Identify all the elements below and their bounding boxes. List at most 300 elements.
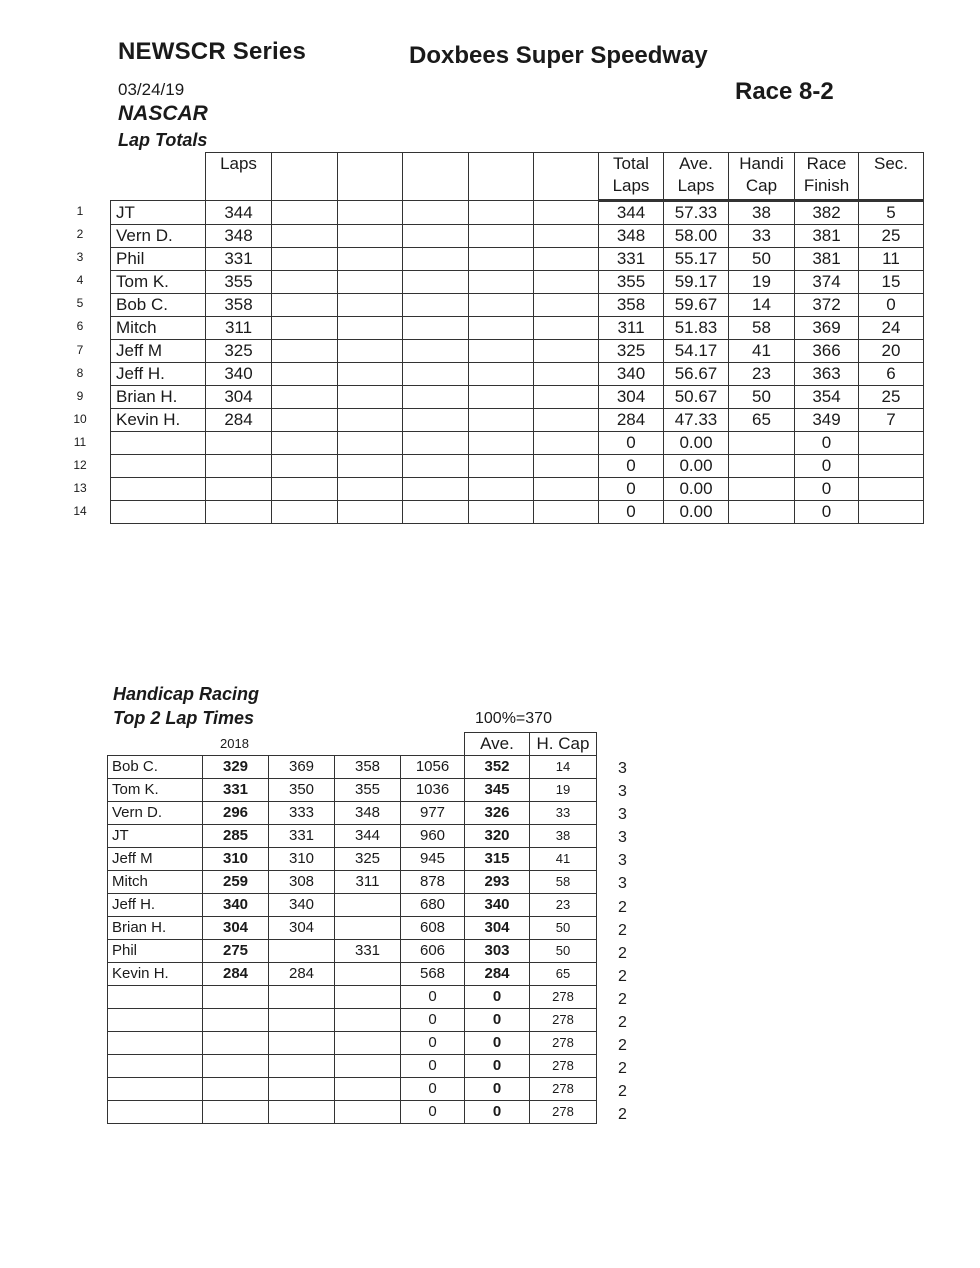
driver-name [108, 1078, 203, 1101]
empty-cell [403, 271, 469, 294]
laps-cell: 304 [206, 386, 272, 409]
empty-cell [272, 271, 338, 294]
driver-name: Tom K. [108, 779, 203, 802]
driver-name [111, 455, 206, 478]
ave-cell: 0 [465, 1055, 530, 1078]
table-row [111, 201, 924, 225]
empty-cell [403, 225, 469, 248]
race-finish-cell: 369 [795, 317, 859, 340]
driver-name: Bob C. [108, 756, 203, 779]
driver-name: Jeff H. [108, 894, 203, 917]
laps-cell: 358 [206, 294, 272, 317]
empty-cell [469, 201, 534, 225]
lap-time-2-cell [335, 986, 401, 1009]
ave-laps-cell: 47.33 [664, 409, 729, 432]
empty-cell [272, 501, 338, 524]
empty-cell [403, 317, 469, 340]
empty-cell [272, 478, 338, 501]
lap-time-2-cell: 325 [335, 848, 401, 871]
lap-time-2-cell [335, 1009, 401, 1032]
empty-cell [534, 409, 599, 432]
empty-cell [338, 317, 403, 340]
empty-cell [338, 294, 403, 317]
empty-cell [469, 501, 534, 524]
ave-cell: 0 [465, 1078, 530, 1101]
total-laps-cell: 340 [599, 363, 664, 386]
table-row [111, 271, 924, 294]
empty-cell [338, 478, 403, 501]
handicap-cell: 19 [729, 271, 795, 294]
laps-cell [206, 478, 272, 501]
lap-time-1-cell [269, 1101, 335, 1124]
race-count: 3 [618, 760, 627, 777]
race-count-column [618, 757, 627, 1127]
empty-cell [272, 225, 338, 248]
sum-cell: 977 [401, 802, 465, 825]
ave-cell: 340 [465, 894, 530, 917]
empty-cell [469, 386, 534, 409]
lap-time-1-cell: 310 [269, 848, 335, 871]
ave-laps-cell: 55.17 [664, 248, 729, 271]
empty-cell [403, 409, 469, 432]
driver-name [111, 501, 206, 524]
lap-time-2-cell: 355 [335, 779, 401, 802]
race-count: 3 [618, 875, 627, 893]
lap-time-2-cell: 348 [335, 802, 401, 825]
total-laps-cell: 331 [599, 248, 664, 271]
empty-cell [272, 317, 338, 340]
ave-laps-cell: 59.17 [664, 271, 729, 294]
race-finish-cell: 354 [795, 386, 859, 409]
total-laps-cell: 325 [599, 340, 664, 363]
laps-cell: 311 [206, 317, 272, 340]
hcap-cell: 278 [530, 1009, 597, 1032]
sec-cell: 15 [859, 271, 924, 294]
empty-cell [534, 478, 599, 501]
driver-name: Kevin H. [111, 409, 206, 432]
table-row [111, 248, 924, 271]
laps-cell: 348 [206, 225, 272, 248]
lap-time-1-cell [269, 1009, 335, 1032]
table-row [111, 386, 924, 409]
lap-time-2-cell [335, 1078, 401, 1101]
race-count: 2 [618, 944, 627, 962]
sec-cell [859, 455, 924, 478]
col-ave: Ave. [465, 733, 530, 756]
lap-time-1-cell: 331 [269, 825, 335, 848]
ave-cell: 352 [465, 756, 530, 779]
empty-cell [338, 225, 403, 248]
empty-cell [469, 455, 534, 478]
ave-laps-cell: 57.33 [664, 201, 729, 225]
total-laps-cell: 284 [599, 409, 664, 432]
empty-cell [534, 455, 599, 478]
race-finish-cell: 372 [795, 294, 859, 317]
ave-cell: 293 [465, 871, 530, 894]
total-laps-cell: 0 [599, 478, 664, 501]
laps-cell [206, 501, 272, 524]
empty-cell [272, 248, 338, 271]
year-2018-cell: 329 [203, 756, 269, 779]
table-row [108, 894, 597, 917]
sum-cell: 608 [401, 917, 465, 940]
sec-cell: 6 [859, 363, 924, 386]
hcap-cell: 14 [530, 756, 597, 779]
empty-cell [272, 294, 338, 317]
lap-time-2-cell [335, 1101, 401, 1124]
table-row [111, 455, 924, 478]
hcap-cell: 41 [530, 848, 597, 871]
table-row [111, 294, 924, 317]
hcap-cell: 23 [530, 894, 597, 917]
driver-name: Vern D. [111, 225, 206, 248]
empty-cell [403, 248, 469, 271]
col-race-finish: Race Finish [795, 153, 859, 201]
driver-name: JT [111, 201, 206, 225]
lap-time-1-cell: 340 [269, 894, 335, 917]
hcap-cell: 278 [530, 1101, 597, 1124]
driver-name: Tom K. [111, 271, 206, 294]
hcap-cell: 278 [530, 1032, 597, 1055]
ave-cell: 304 [465, 917, 530, 940]
ave-laps-cell: 54.17 [664, 340, 729, 363]
ave-laps-cell: 0.00 [664, 432, 729, 455]
table-row [111, 478, 924, 501]
row-number: 4 [76, 273, 84, 288]
hcap-cell: 278 [530, 986, 597, 1009]
race-number: Race 8-2 [735, 78, 834, 105]
hcap-cell: 65 [530, 963, 597, 986]
empty-cell [338, 501, 403, 524]
hcap-cell: 50 [530, 940, 597, 963]
year-2018-cell [203, 1101, 269, 1124]
year-2018-cell: 275 [203, 940, 269, 963]
driver-name: Mitch [111, 317, 206, 340]
driver-name: Vern D. [108, 802, 203, 825]
empty-cell [469, 225, 534, 248]
laps-cell: 331 [206, 248, 272, 271]
handicap-cell: 14 [729, 294, 795, 317]
total-laps-cell: 311 [599, 317, 664, 340]
table-row [111, 432, 924, 455]
lap-time-2-cell: 344 [335, 825, 401, 848]
ave-cell: 0 [465, 986, 530, 1009]
ave-cell: 320 [465, 825, 530, 848]
empty-cell [403, 455, 469, 478]
sum-cell: 945 [401, 848, 465, 871]
row-number: 12 [73, 458, 87, 473]
table-row [108, 871, 597, 894]
table-row [108, 848, 597, 871]
table-row [108, 779, 597, 802]
table-row [111, 501, 924, 524]
ave-cell: 326 [465, 802, 530, 825]
sec-cell [859, 432, 924, 455]
empty-cell [338, 409, 403, 432]
driver-name: Phil [108, 940, 203, 963]
empty-cell [534, 248, 599, 271]
empty-cell [403, 478, 469, 501]
empty-cell [403, 363, 469, 386]
lap-time-2-cell [335, 1032, 401, 1055]
handicap-cell: 38 [729, 201, 795, 225]
driver-name: Brian H. [108, 917, 203, 940]
handicap-subtitle: Top 2 Lap Times [113, 708, 255, 728]
year-2018-cell: 259 [203, 871, 269, 894]
hcap-cell: 19 [530, 779, 597, 802]
empty-cell [272, 409, 338, 432]
race-finish-cell: 0 [795, 478, 859, 501]
lap-time-1-cell: 284 [269, 963, 335, 986]
handicap-header [108, 733, 597, 756]
sec-cell: 20 [859, 340, 924, 363]
lap-time-1-cell [269, 986, 335, 1009]
year-2018-cell: 310 [203, 848, 269, 871]
table-row [111, 340, 924, 363]
sec-cell [859, 478, 924, 501]
table-row [108, 940, 597, 963]
sum-cell: 0 [401, 986, 465, 1009]
lap-time-2-cell [335, 917, 401, 940]
lap-time-2-cell: 331 [335, 940, 401, 963]
hcap-cell: 33 [530, 802, 597, 825]
lap-time-2-cell [335, 894, 401, 917]
empty-cell [534, 340, 599, 363]
empty-cell [338, 340, 403, 363]
race-count: 2 [618, 1060, 627, 1078]
race-count: 3 [618, 829, 627, 847]
empty-cell [534, 317, 599, 340]
table-row [108, 1009, 597, 1032]
empty-cell [403, 340, 469, 363]
sec-cell: 25 [859, 225, 924, 248]
table-row [108, 1078, 597, 1101]
lap-time-1-cell: 350 [269, 779, 335, 802]
lap-time-2-cell: 311 [335, 871, 401, 894]
empty-cell [272, 340, 338, 363]
table-row [108, 1101, 597, 1124]
ave-cell: 0 [465, 1101, 530, 1124]
year-2018-cell [203, 1078, 269, 1101]
year-2018-cell: 296 [203, 802, 269, 825]
empty-cell [534, 501, 599, 524]
sec-cell: 7 [859, 409, 924, 432]
table-row [111, 409, 924, 432]
row-number: 3 [76, 250, 84, 265]
empty-cell [272, 432, 338, 455]
sum-cell: 1036 [401, 779, 465, 802]
laps-cell: 344 [206, 201, 272, 225]
race-count: 2 [618, 1106, 627, 1124]
driver-name [111, 478, 206, 501]
table-row [108, 917, 597, 940]
empty-cell [403, 386, 469, 409]
empty-cell [338, 386, 403, 409]
total-laps-cell: 0 [599, 432, 664, 455]
total-laps-cell: 0 [599, 455, 664, 478]
sec-cell: 0 [859, 294, 924, 317]
hcap-cell: 38 [530, 825, 597, 848]
driver-name [108, 1032, 203, 1055]
sum-cell: 0 [401, 1009, 465, 1032]
row-number: 2 [76, 227, 84, 242]
ave-laps-cell: 0.00 [664, 455, 729, 478]
handicap-title: Handicap Racing [113, 684, 260, 704]
row-number: 5 [76, 296, 84, 311]
year-2018-cell [203, 1032, 269, 1055]
row-number: 1 [76, 204, 84, 218]
ave-cell: 0 [465, 1032, 530, 1055]
table-row [111, 317, 924, 340]
laps-cell [206, 432, 272, 455]
handicap-cell: 58 [729, 317, 795, 340]
handicap-cell [729, 455, 795, 478]
empty-cell [403, 201, 469, 225]
driver-name [108, 1009, 203, 1032]
total-laps-cell: 355 [599, 271, 664, 294]
ave-laps-cell: 56.67 [664, 363, 729, 386]
race-finish-cell: 349 [795, 409, 859, 432]
race-count: 2 [618, 921, 627, 939]
laps-cell: 325 [206, 340, 272, 363]
empty-cell [534, 386, 599, 409]
sum-cell: 0 [401, 1101, 465, 1124]
race-finish-cell: 366 [795, 340, 859, 363]
table-row [111, 363, 924, 386]
year-2018-cell: 340 [203, 894, 269, 917]
race-finish-cell: 374 [795, 271, 859, 294]
driver-name: Bob C. [111, 294, 206, 317]
race-count: 2 [618, 1014, 627, 1032]
series-title: NEWSCR Series [118, 38, 306, 65]
row-number: 9 [76, 388, 84, 403]
race-class: NASCAR [118, 102, 208, 125]
ave-cell: 284 [465, 963, 530, 986]
laps-cell: 340 [206, 363, 272, 386]
hcap-cell: 278 [530, 1055, 597, 1078]
race-finish-cell: 382 [795, 201, 859, 225]
lap-time-1-cell: 369 [269, 756, 335, 779]
lap-time-1-cell [269, 1055, 335, 1078]
table-row [108, 963, 597, 986]
handicap-cell: 50 [729, 386, 795, 409]
ave-laps-cell: 0.00 [664, 501, 729, 524]
driver-name [108, 1101, 203, 1124]
handicap-cell: 65 [729, 409, 795, 432]
race-count: 3 [618, 783, 627, 801]
empty-cell [469, 363, 534, 386]
lap-time-1-cell: 308 [269, 871, 335, 894]
driver-name: Kevin H. [108, 963, 203, 986]
laps-cell [206, 455, 272, 478]
sum-cell: 960 [401, 825, 465, 848]
row-number: 7 [76, 342, 84, 357]
laps-cell: 355 [206, 271, 272, 294]
col-sec: Sec. [859, 153, 924, 201]
handicap-cell: 23 [729, 363, 795, 386]
year-2018-cell [203, 1055, 269, 1078]
hcap-cell: 58 [530, 871, 597, 894]
handicap-cell: 50 [729, 248, 795, 271]
empty-cell [469, 340, 534, 363]
row-number: 8 [76, 365, 84, 380]
sec-cell: 25 [859, 386, 924, 409]
driver-name: Brian H. [111, 386, 206, 409]
lap-time-1-cell: 304 [269, 917, 335, 940]
sum-cell: 568 [401, 963, 465, 986]
col-ave-laps: Ave. Laps [664, 153, 729, 201]
sum-cell: 0 [401, 1032, 465, 1055]
year-2018-cell: 284 [203, 963, 269, 986]
ave-cell: 345 [465, 779, 530, 802]
hcap-cell: 278 [530, 1078, 597, 1101]
empty-cell [469, 478, 534, 501]
sum-cell: 878 [401, 871, 465, 894]
empty-cell [403, 501, 469, 524]
total-laps-cell: 348 [599, 225, 664, 248]
empty-cell [534, 294, 599, 317]
year-2018-cell [203, 1009, 269, 1032]
driver-name: Mitch [108, 871, 203, 894]
handicap-cell: 33 [729, 225, 795, 248]
row-numbers [70, 200, 90, 523]
ave-cell: 0 [465, 1009, 530, 1032]
table-row [111, 225, 924, 248]
lap-totals-title: Lap Totals [118, 130, 208, 150]
empty-cell [338, 455, 403, 478]
sec-cell: 11 [859, 248, 924, 271]
handicap-cell [729, 501, 795, 524]
ave-laps-cell: 58.00 [664, 225, 729, 248]
handicap-table [107, 732, 597, 1124]
race-finish-cell: 0 [795, 432, 859, 455]
empty-cell [272, 455, 338, 478]
table-row [108, 1032, 597, 1055]
sum-cell: 680 [401, 894, 465, 917]
ave-laps-cell: 0.00 [664, 478, 729, 501]
empty-cell [469, 409, 534, 432]
empty-cell [338, 432, 403, 455]
year-2018-cell: 285 [203, 825, 269, 848]
table-row [108, 802, 597, 825]
track-title: Doxbees Super Speedway [409, 42, 708, 69]
empty-cell [534, 432, 599, 455]
driver-name: JT [108, 825, 203, 848]
race-count: 3 [618, 806, 627, 824]
handicap-formula: 100%=370 [475, 710, 552, 727]
row-number: 13 [73, 481, 87, 496]
empty-cell [469, 248, 534, 271]
empty-cell [469, 271, 534, 294]
driver-name: Jeff M [108, 848, 203, 871]
total-laps-cell: 358 [599, 294, 664, 317]
driver-name: Jeff M [111, 340, 206, 363]
year-2018-cell [203, 986, 269, 1009]
lap-time-2-cell [335, 1055, 401, 1078]
lap-time-2-cell: 358 [335, 756, 401, 779]
row-number: 10 [73, 411, 87, 426]
race-finish-cell: 0 [795, 501, 859, 524]
empty-cell [403, 432, 469, 455]
sum-cell: 0 [401, 1078, 465, 1101]
empty-cell [272, 386, 338, 409]
table-row [108, 756, 597, 779]
lap-time-1-cell [269, 940, 335, 963]
handicap-cell [729, 478, 795, 501]
empty-cell [469, 294, 534, 317]
driver-name: Jeff H. [111, 363, 206, 386]
table-row [108, 1055, 597, 1078]
